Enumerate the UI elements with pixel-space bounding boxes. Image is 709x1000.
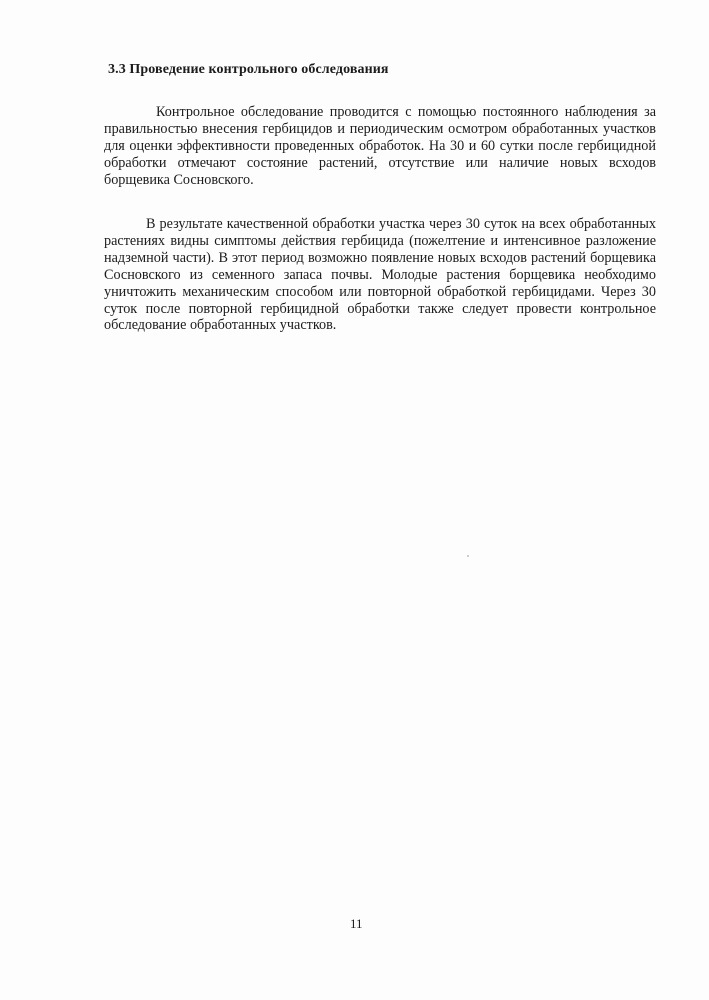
section-heading: 3.3 Проведение контрольного обследования	[108, 62, 389, 77]
paragraph-control-survey: Контрольное обследование проводится с помощью постоянного наблюдения за правильностью внесения гербицидов и периодическим осмотром обработанных участков для оценки эффективности проведенных обработок. На 30 и 60 сутки после гербицидной обработки отмечают состояние растений, отсутствие или наличие новых всходов борщевика Сосновского.	[104, 104, 656, 188]
page-number: 11	[350, 916, 363, 931]
paragraph-treatment-results: В результате качественной обработки участка через 30 суток на всех обработанных растениях видны симптомы действия гербицида (пожелтение и интенсивное разложение надземной части). В этот период возможно появление новых всходов растений борщевика Сосновского из семенного запаса почвы. Молодые растения борщевика необходимо уничтожить механическим способом или повторной обработкой гербицидами. Через 30 суток после повторной гербицидной обработки также следует провести контрольное обследование обработанных участков.	[104, 216, 656, 334]
scan-speck	[467, 555, 469, 557]
